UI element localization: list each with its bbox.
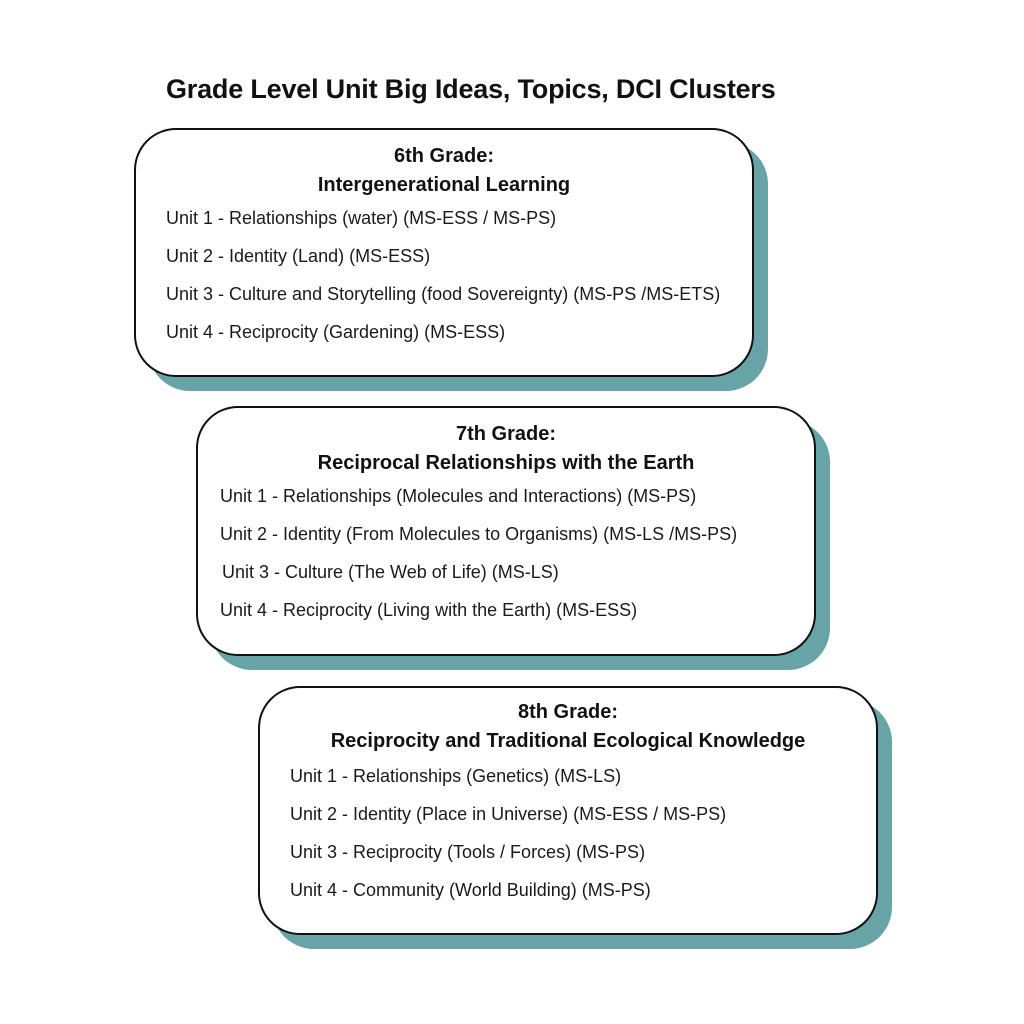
unit-item: Unit 4 - Community (World Building) (MS-PS) [290,880,651,900]
grade-theme: Intergenerational Learning [317,174,571,196]
grade-card-8th [258,686,878,935]
page-title: Grade Level Unit Big Ideas, Topics, DCI Clusters [166,74,776,104]
grade-label: 8th Grade: [517,701,619,723]
unit-item: Unit 2 - Identity (From Molecules to Organisms) (MS-LS /MS-PS) [220,524,738,544]
card-heading [260,698,876,756]
grade-label: 7th Grade: [455,423,557,445]
unit-item: Unit 2 - Identity (Place in Universe) (MS-ESS / MS-PS) [290,804,727,824]
card-box [196,406,816,656]
unit-item: Unit 3 - Culture and Storytelling (food Sovereignty) (MS-PS /MS-ETS) [166,284,721,304]
unit-item: Unit 4 - Reciprocity (Gardening) (MS-ESS) [166,322,506,342]
unit-item: Unit 1 - Relationships (Genetics) (MS-LS) [290,766,622,786]
grade-card-7th [196,406,816,656]
unit-item: Unit 1 - Relationships (Molecules and Interactions) (MS-PS) [220,486,697,506]
unit-item: Unit 1 - Relationships (water) (MS-ESS / MS-PS) [166,208,557,228]
grade-label: 6th Grade: [393,145,495,167]
grade-theme: Reciprocity and Traditional Ecological Knowledge [330,730,806,752]
unit-item: Unit 3 - Culture (The Web of Life) (MS-LS) [222,562,559,582]
unit-item: Unit 3 - Reciprocity (Tools / Forces) (MS-PS) [290,842,646,862]
card-heading [198,420,814,478]
grade-theme: Reciprocal Relationships with the Earth [317,452,695,474]
card-heading [136,142,752,200]
grade-card-6th [134,128,754,377]
unit-item: Unit 2 - Identity (Land) (MS-ESS) [166,246,431,266]
unit-item: Unit 4 - Reciprocity (Living with the Earth) (MS-ESS) [220,600,638,620]
card-box [258,686,878,935]
card-box [134,128,754,377]
